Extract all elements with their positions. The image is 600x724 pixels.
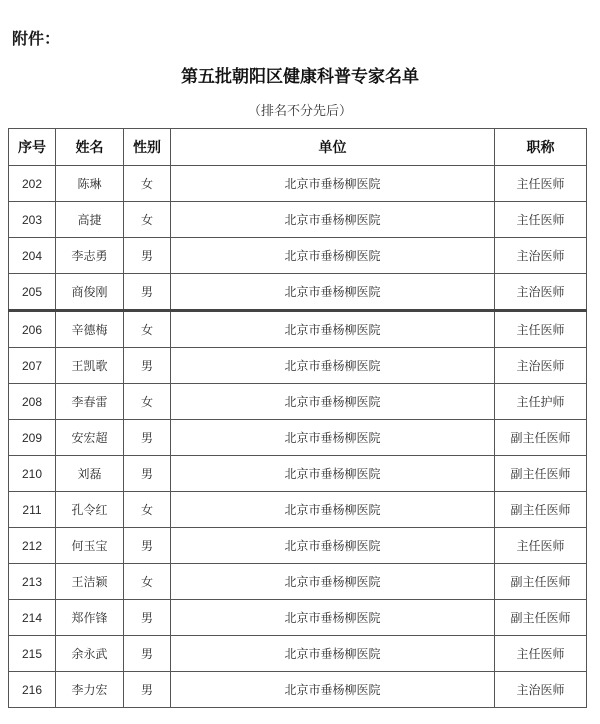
cell-gender: 女 [124,202,171,238]
cell-unit: 北京市垂杨柳医院 [171,456,495,492]
cell-gender: 女 [124,311,171,348]
header-unit: 单位 [171,129,495,166]
table-row [9,672,587,708]
table-row [9,564,587,600]
cell-name: 李力宏 [56,672,124,708]
cell-title: 主任医师 [495,202,587,238]
cell-name: 李春雷 [56,384,124,420]
table-row [9,636,587,672]
cell-gender: 男 [124,672,171,708]
table-row [9,311,587,348]
cell-name: 李志勇 [56,238,124,274]
cell-unit: 北京市垂杨柳医院 [171,492,495,528]
cell-title: 主任医师 [495,166,587,202]
cell-name: 高捷 [56,202,124,238]
cell-name: 孔令红 [56,492,124,528]
cell-title: 主治医师 [495,238,587,274]
cell-gender: 女 [124,384,171,420]
cell-no: 212 [9,528,56,564]
table-row [9,600,587,636]
cell-title: 主任医师 [495,311,587,348]
cell-name: 刘磊 [56,456,124,492]
table-row [9,528,587,564]
cell-unit: 北京市垂杨柳医院 [171,274,495,311]
table-header-row [9,129,587,166]
header-title: 职称 [495,129,587,166]
cell-name: 陈琳 [56,166,124,202]
cell-name: 郑作锋 [56,600,124,636]
cell-name: 商俊刚 [56,274,124,311]
table-row [9,202,587,238]
cell-title: 主治医师 [495,672,587,708]
cell-unit: 北京市垂杨柳医院 [171,672,495,708]
cell-name: 辛德梅 [56,311,124,348]
attachment-label: 附件： [12,29,61,48]
table-row [9,238,587,274]
cell-gender: 男 [124,600,171,636]
cell-gender: 男 [124,636,171,672]
table-row [9,348,587,384]
cell-no: 214 [9,600,56,636]
cell-no: 204 [9,238,56,274]
cell-title: 主治医师 [495,348,587,384]
cell-gender: 男 [124,238,171,274]
cell-title: 副主任医师 [495,600,587,636]
table-row [9,384,587,420]
cell-no: 208 [9,384,56,420]
cell-name: 余永武 [56,636,124,672]
cell-title: 副主任医师 [495,420,587,456]
cell-unit: 北京市垂杨柳医院 [171,564,495,600]
cell-gender: 男 [124,420,171,456]
cell-unit: 北京市垂杨柳医院 [171,420,495,456]
cell-unit: 北京市垂杨柳医院 [171,202,495,238]
cell-gender: 男 [124,528,171,564]
cell-title: 主治医师 [495,274,587,311]
cell-unit: 北京市垂杨柳医院 [171,348,495,384]
cell-title: 副主任医师 [495,564,587,600]
cell-unit: 北京市垂杨柳医院 [171,384,495,420]
table-row [9,166,587,202]
header-name: 姓名 [56,129,124,166]
cell-unit: 北京市垂杨柳医院 [171,528,495,564]
cell-unit: 北京市垂杨柳医院 [171,311,495,348]
document-subtitle: （排名不分先后） [247,104,352,119]
cell-gender: 女 [124,166,171,202]
cell-unit: 北京市垂杨柳医院 [171,238,495,274]
table-row [9,420,587,456]
cell-no: 209 [9,420,56,456]
cell-no: 206 [9,311,56,348]
cell-unit: 北京市垂杨柳医院 [171,600,495,636]
table-row [9,456,587,492]
cell-title: 主任医师 [495,636,587,672]
cell-no: 203 [9,202,56,238]
cell-name: 安宏超 [56,420,124,456]
header-gender: 性别 [124,129,171,166]
header-no: 序号 [9,129,56,166]
cell-name: 王凯歌 [56,348,124,384]
cell-title: 副主任医师 [495,456,587,492]
document-title: 第五批朝阳区健康科普专家名单 [181,67,419,87]
cell-no: 215 [9,636,56,672]
cell-no: 213 [9,564,56,600]
cell-title: 主任护师 [495,384,587,420]
cell-title: 主任医师 [495,528,587,564]
cell-no: 205 [9,274,56,311]
cell-gender: 男 [124,274,171,311]
cell-no: 207 [9,348,56,384]
cell-no: 210 [9,456,56,492]
cell-gender: 女 [124,564,171,600]
table-row [9,492,587,528]
cell-name: 何玉宝 [56,528,124,564]
cell-no: 216 [9,672,56,708]
cell-unit: 北京市垂杨柳医院 [171,166,495,202]
cell-gender: 男 [124,348,171,384]
expert-roster-table [8,128,587,708]
cell-gender: 女 [124,492,171,528]
cell-title: 副主任医师 [495,492,587,528]
cell-name: 王洁颖 [56,564,124,600]
cell-no: 202 [9,166,56,202]
table-row [9,274,587,311]
cell-gender: 男 [124,456,171,492]
cell-unit: 北京市垂杨柳医院 [171,636,495,672]
cell-no: 211 [9,492,56,528]
